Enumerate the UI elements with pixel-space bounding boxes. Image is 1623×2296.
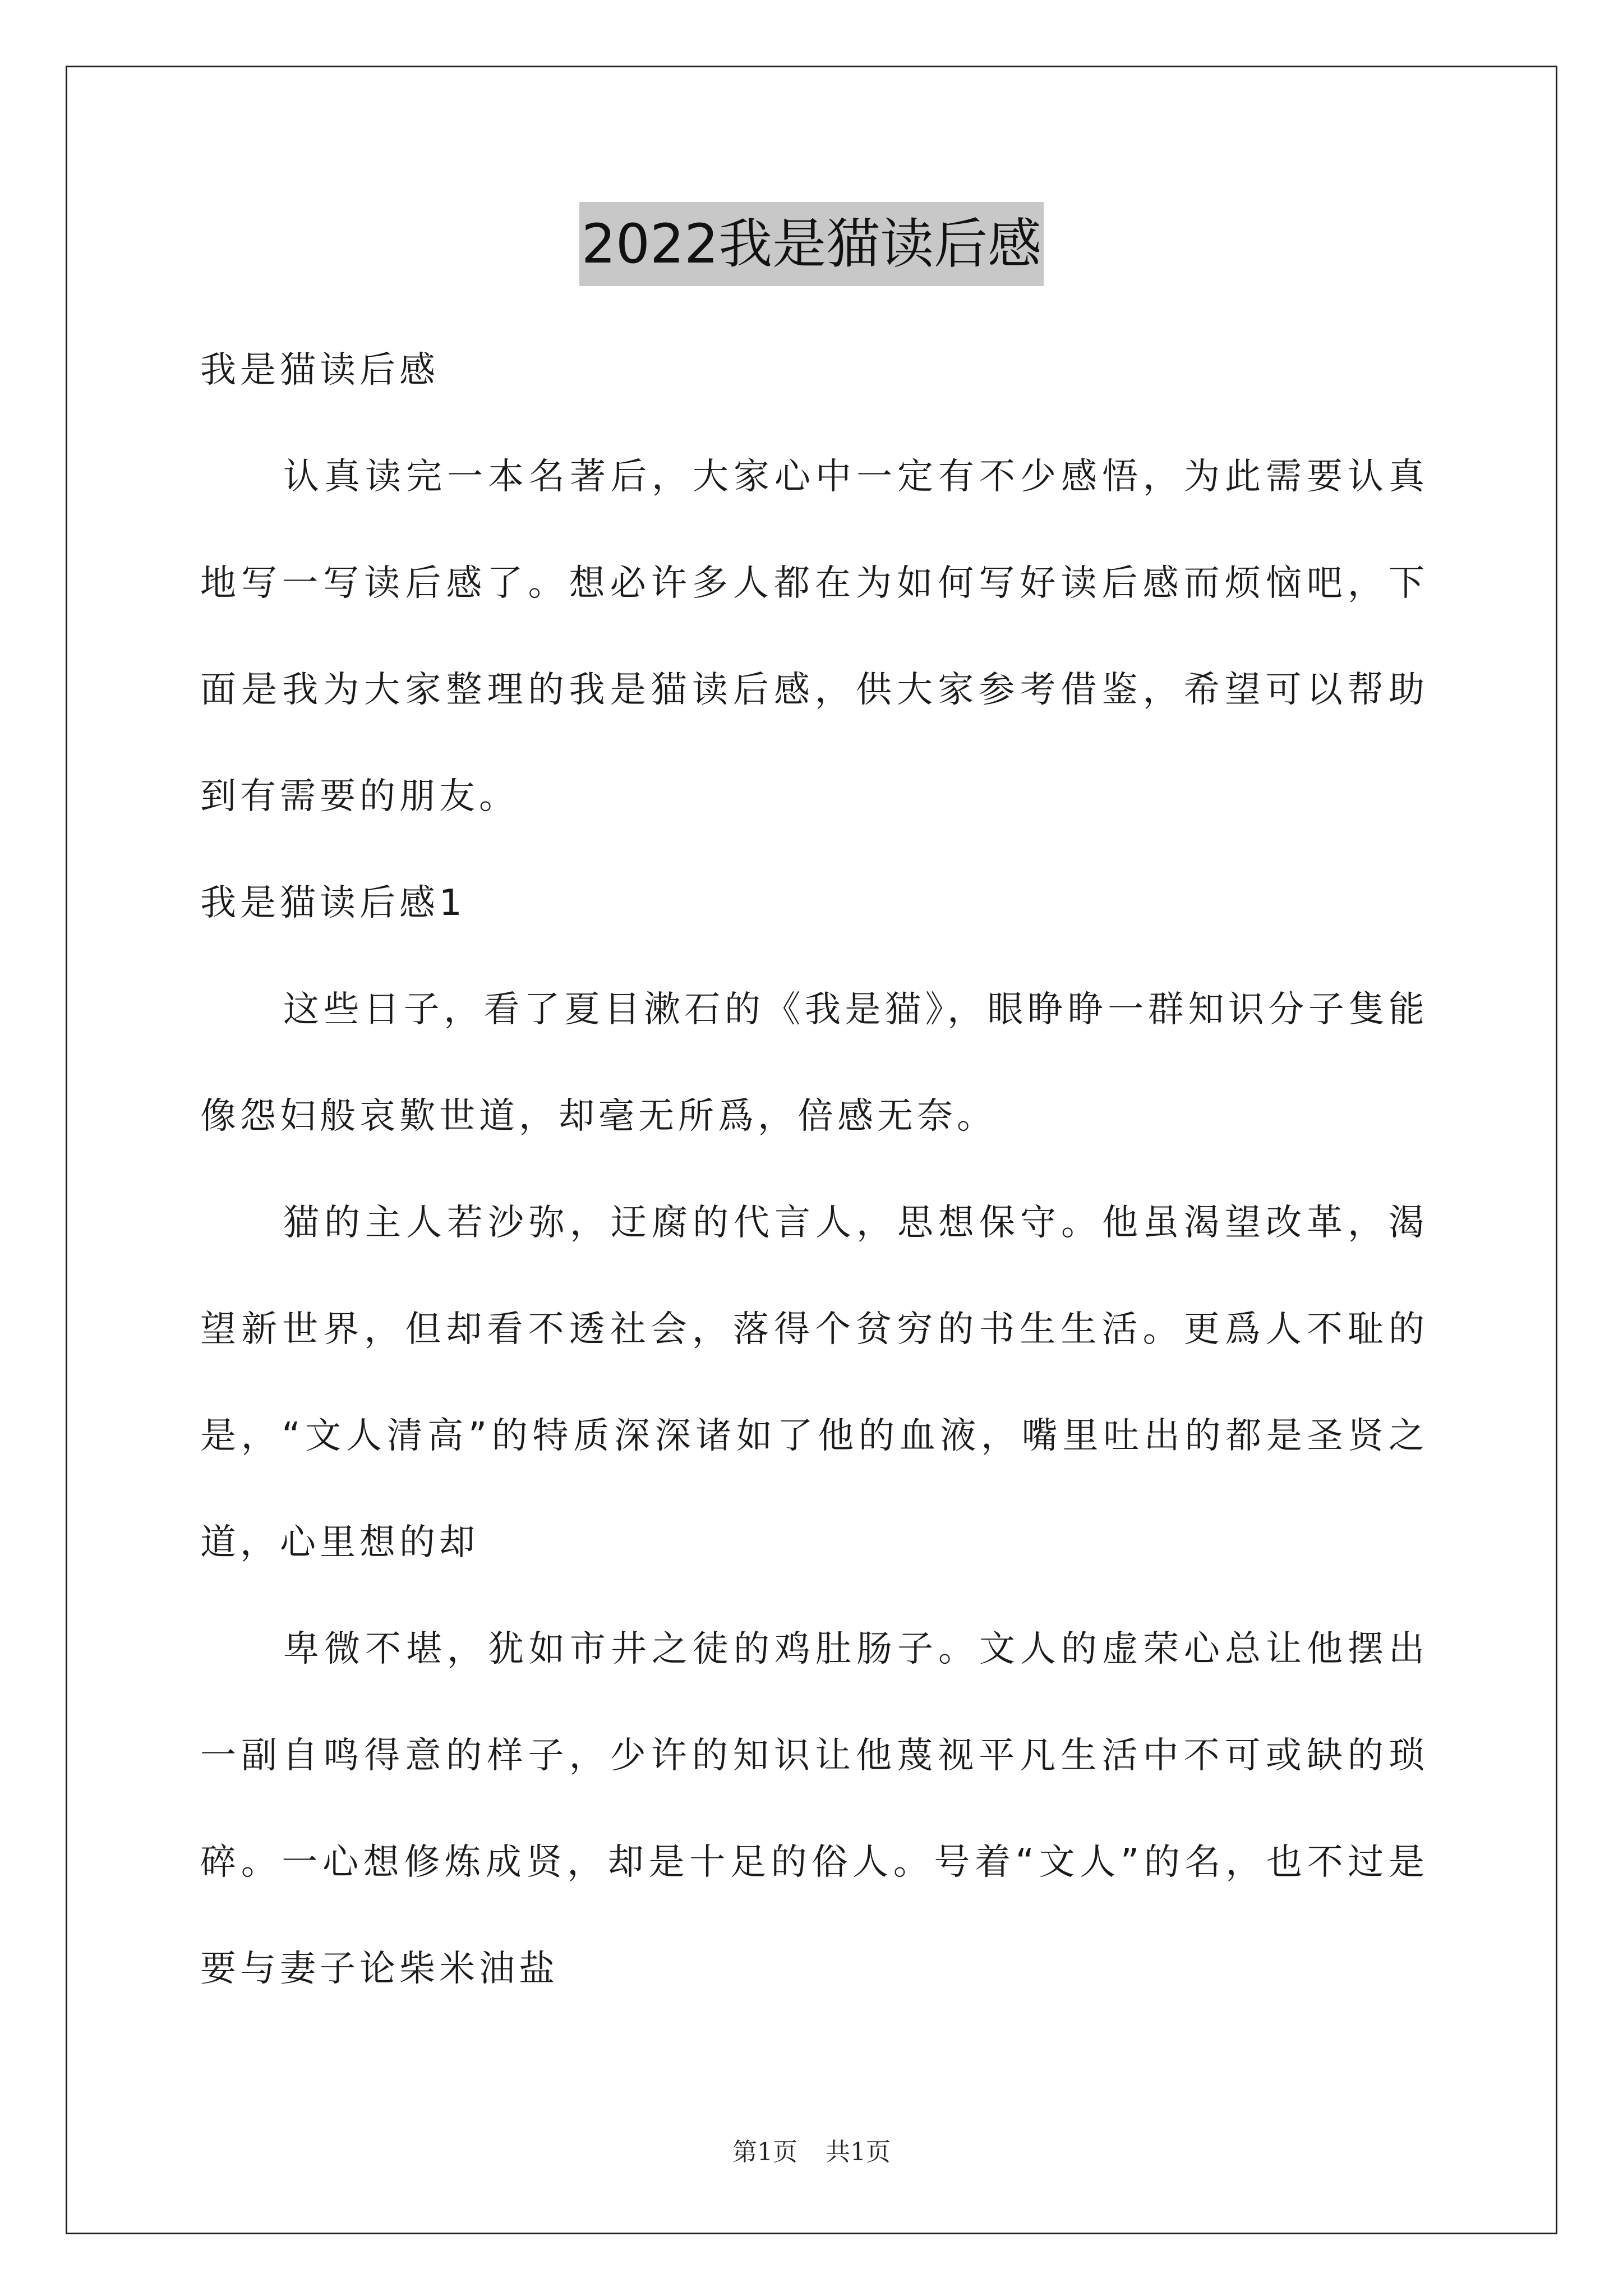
paragraph: 猫的主人若沙弥，迂腐的代言人，思想保守。他虽渴望改革，渴望新世界，但却看不透社会，落得个贫穷的书生生活。更爲人不耻的是，“文人清高”的特质深深诸如了他的血液，嘴里吐出的都是圣贤之道，心里想的却 bbox=[200, 1202, 1428, 1563]
paragraph: 卑微不堪，犹如市井之徒的鸡肚肠子。文人的虚荣心总让他摆出一副自鸣得意的样子，少许的知识让他蔑视平凡生活中不可或缺的琐碎。一心想修炼成贤，却是十足的俗人。号着“文人”的名，也不过是要与妻子论柴米油盐 bbox=[200, 1628, 1428, 1990]
paragraph: 认真读完一本名著后，大家心中一定有不少感悟，为此需要认真地写一写读后感了。想必许多人都在为如何写好读后感而烦恼吧，下面是我为大家整理的我是猫读后感，供大家参考借鉴，希望可以帮助到有需要的朋友。 bbox=[200, 456, 1428, 817]
paragraph: 这些日子，看了夏目漱石的《我是猫》，眼睁睁一群知识分子隻能像怨妇般哀歎世道，却毫无所爲，倍感无奈。 bbox=[200, 989, 1428, 1137]
page-total: 共1页 bbox=[826, 2138, 891, 2166]
page-footer bbox=[0, 2132, 1623, 2168]
document-body bbox=[200, 317, 1428, 2022]
section-heading: 我是猫读后感1 bbox=[200, 882, 466, 924]
section-heading: 我是猫读后感 bbox=[200, 349, 439, 391]
title-container bbox=[0, 202, 1623, 286]
document-title: 2022我是猫读后感 bbox=[579, 202, 1044, 286]
page-number: 第1页 bbox=[732, 2138, 797, 2166]
